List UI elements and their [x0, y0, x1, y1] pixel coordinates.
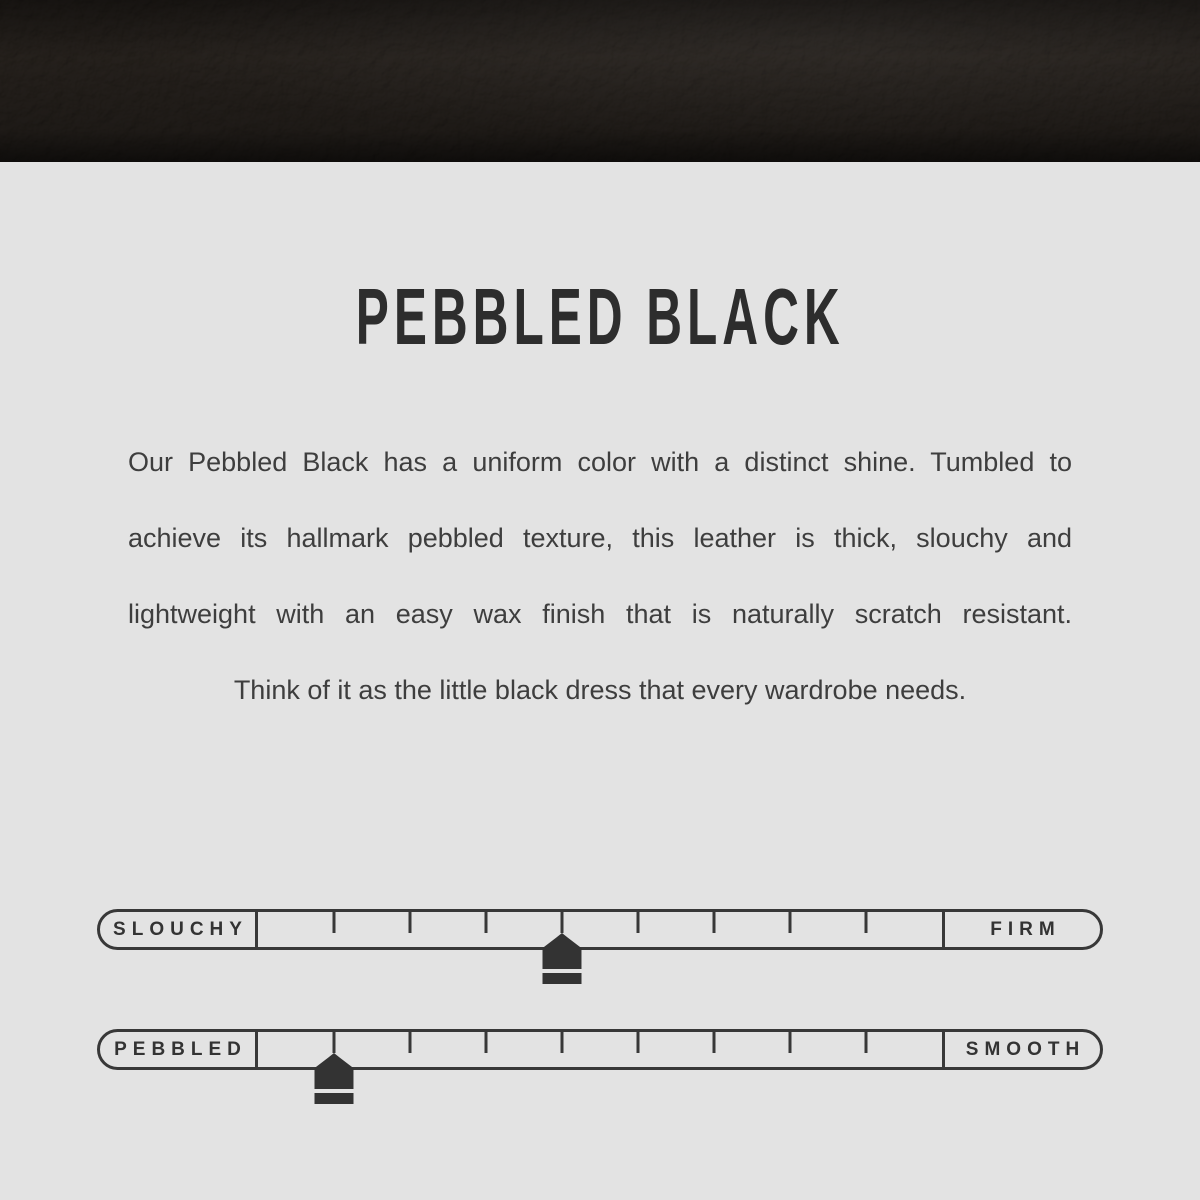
scale-tick — [560, 1032, 563, 1053]
firmness-scale-right-label: FIRM — [942, 912, 1100, 947]
scale-tick — [789, 912, 792, 933]
firmness-scale-track — [258, 912, 942, 947]
scale-tick — [789, 1032, 792, 1053]
description-line-2: achieve its hallmark pebbled texture, this leather is thick, slouchy and — [128, 523, 1072, 553]
marker-pointer-icon — [542, 933, 581, 969]
marker-strip — [314, 1093, 353, 1104]
firmness-scale-left-label: SLOUCHY — [100, 912, 258, 947]
description-line-3: lightweight with an easy wax finish that is naturally scratch resistant. — [128, 599, 1072, 629]
scale-tick — [637, 912, 640, 933]
texture-scale — [97, 1029, 1103, 1070]
description-paragraph — [128, 424, 1072, 728]
marker-strip — [542, 973, 581, 984]
scale-tick — [864, 1032, 867, 1053]
description-line-4: Think of it as the little black dress that every wardrobe needs. — [233, 675, 967, 705]
page-title — [0, 272, 1200, 361]
scale-tick — [713, 1032, 716, 1053]
scale-tick — [408, 1032, 411, 1053]
page-title-text: PEBBLED BLACK — [355, 272, 845, 361]
description-line-1: Our Pebbled Black has a uniform color with a distinct shine. Tumbled to — [128, 447, 1072, 477]
scale-tick — [332, 1032, 335, 1053]
scale-tick — [485, 1032, 488, 1053]
texture-scale-right-label: SMOOTH — [942, 1032, 1100, 1067]
texture-scale-marker — [314, 1053, 353, 1104]
scale-tick — [713, 912, 716, 933]
scale-tick — [332, 912, 335, 933]
firmness-scale — [97, 909, 1103, 950]
firmness-scale-marker — [542, 933, 581, 984]
leather-swatch-image — [0, 0, 1200, 162]
texture-scale-left-label: PEBBLED — [100, 1032, 258, 1067]
leather-texture-graphic — [0, 0, 1200, 162]
scale-tick — [560, 912, 563, 933]
scale-tick — [408, 912, 411, 933]
scale-tick — [485, 912, 488, 933]
scale-tick — [864, 912, 867, 933]
texture-scale-track — [258, 1032, 942, 1067]
scale-tick — [637, 1032, 640, 1053]
marker-pointer-icon — [314, 1053, 353, 1089]
